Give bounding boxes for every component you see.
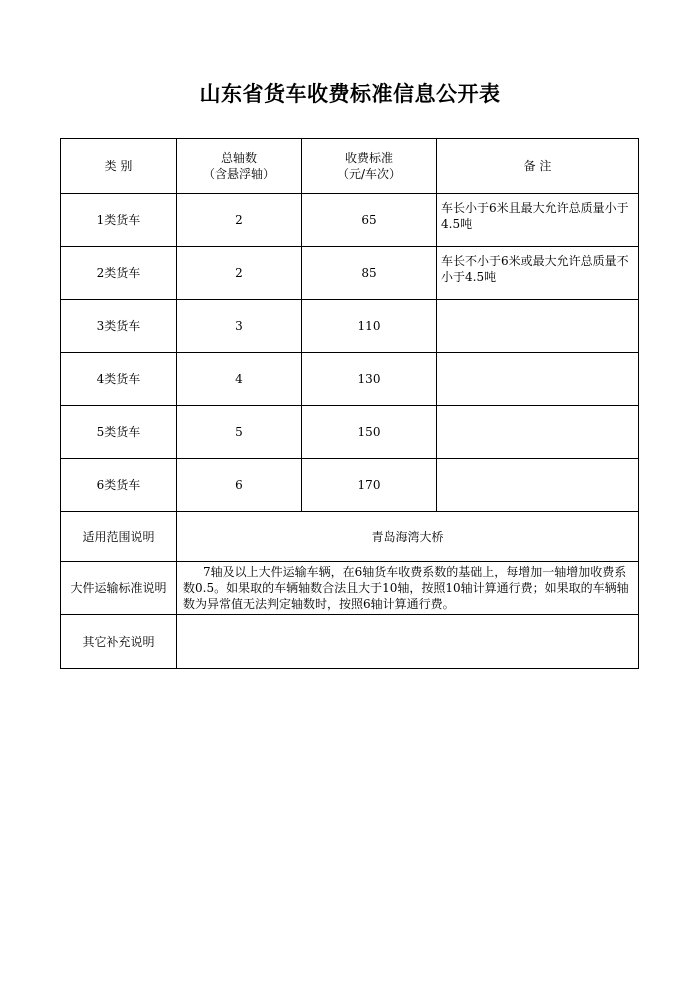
row-axles: 2 [177,247,302,300]
other-notes-row [61,615,639,669]
row-axles: 2 [177,194,302,247]
header-category-label: 类 别 [104,159,133,173]
row-category: 4类货车 [61,353,177,406]
table-row [61,247,639,300]
header-axles [177,139,302,194]
header-axles-label: 总轴数 [220,151,257,165]
scope-label: 适用范围说明 [61,512,177,562]
row-remark: 车长不小于6米或最大允许总质量不小于4.5吨 [437,247,639,300]
header-category [61,139,177,194]
row-remark [437,406,639,459]
page-title: 山东省货车收费标准信息公开表 [199,81,501,106]
other-notes-label: 其它补充说明 [61,615,177,669]
table-row [61,300,639,353]
table-row [61,459,639,512]
fee-standard-table [60,138,639,669]
table-row [61,406,639,459]
row-fee: 150 [302,406,437,459]
header-remark [437,139,639,194]
row-category: 2类货车 [61,247,177,300]
scope-value: 青岛海湾大桥 [177,512,639,562]
bulk-transport-value: 7轴及以上大件运输车辆，在6轴货车收费系数的基础上，每增加一轴增加收费系数0.5。如果取的车辆轴数合法且大于10轴，按照10轴计算通行费；如果取的车辆轴数为异常值无法判定轴数时，按照6轴计算通行费。 [177,562,639,615]
row-fee: 65 [302,194,437,247]
header-axles-note: （含悬浮轴） [202,167,275,181]
row-fee: 85 [302,247,437,300]
bulk-transport-label: 大件运输标准说明 [61,562,177,615]
row-fee: 130 [302,353,437,406]
bulk-transport-row [61,562,639,615]
row-axles: 3 [177,300,302,353]
header-fee-unit: （元/车次） [336,167,402,181]
table-row [61,194,639,247]
row-category: 3类货车 [61,300,177,353]
scope-row [61,512,639,562]
row-remark [437,353,639,406]
row-axles: 5 [177,406,302,459]
row-remark [437,459,639,512]
row-category: 5类货车 [61,406,177,459]
row-axles: 4 [177,353,302,406]
row-fee: 170 [302,459,437,512]
row-remark: 车长小于6米且最大允许总质量小于4.5吨 [437,194,639,247]
header-fee [302,139,437,194]
table-row [61,353,639,406]
table-header-row [61,139,639,194]
row-category: 1类货车 [61,194,177,247]
row-axles: 6 [177,459,302,512]
row-category: 6类货车 [61,459,177,512]
header-remark-label: 备 注 [523,159,552,173]
header-fee-label: 收费标准 [344,151,393,165]
row-fee: 110 [302,300,437,353]
other-notes-value [177,615,639,669]
row-remark [437,300,639,353]
